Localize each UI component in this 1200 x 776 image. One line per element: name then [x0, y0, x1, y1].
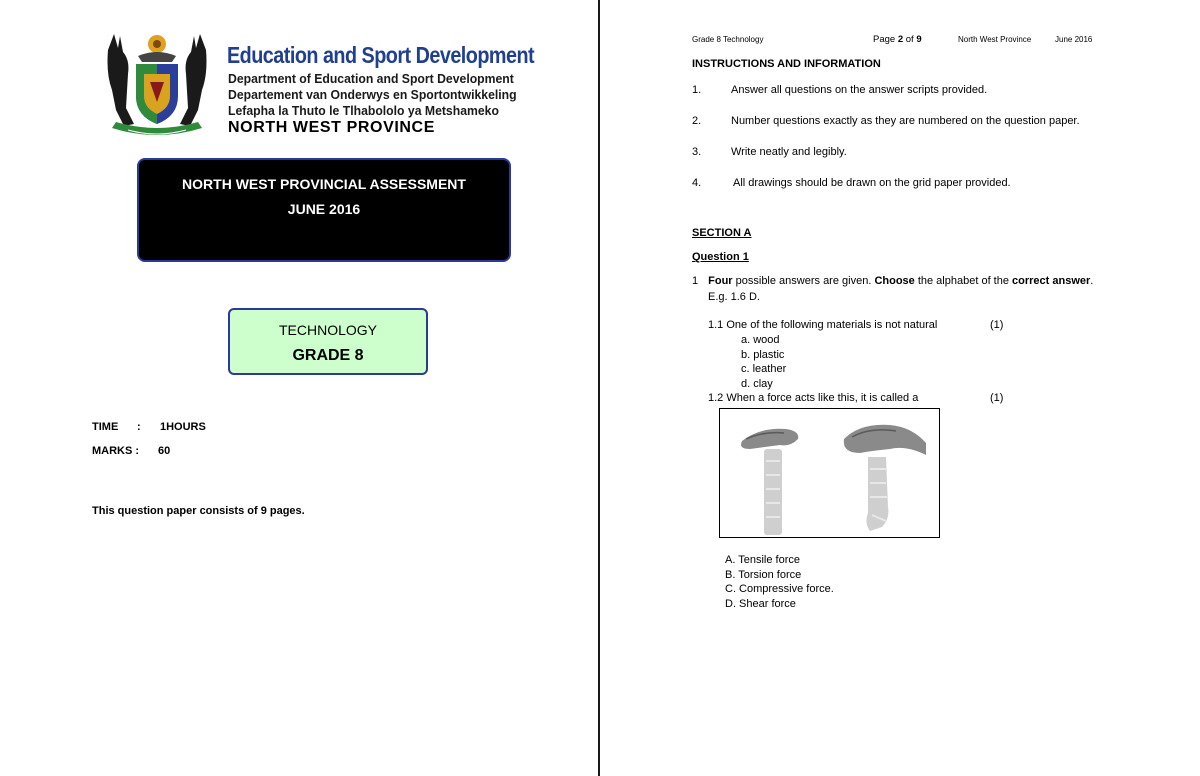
department-line-setswana: Lefapha la Thuto le Tlhabololo ya Metshameko: [228, 103, 499, 118]
pages-note: This question paper consists of 9 pages.: [92, 505, 305, 517]
answer-option: c. leather: [741, 363, 787, 375]
answer-option: D. Shear force: [725, 598, 796, 610]
question-1-2-marks: (1): [990, 392, 1004, 404]
department-title: Education and Sport Development: [227, 42, 535, 68]
instruction-number: 2.: [692, 115, 702, 127]
instructions-title: INSTRUCTIONS AND INFORMATION: [692, 58, 881, 70]
time-value: 1HOURS: [160, 421, 206, 433]
department-line-english: Department of Education and Sport Development: [228, 71, 514, 86]
subject-name: TECHNOLOGY: [278, 322, 377, 338]
question-1-intro: 1 Four possible answers are given. Choose the alphabet of the correct answer.: [692, 275, 1094, 287]
instruction-text: Write neatly and legibly.: [731, 146, 847, 158]
answer-option: B. Torsion force: [725, 569, 802, 581]
page-divider: [598, 0, 600, 776]
section-title: SECTION A: [692, 227, 752, 239]
answer-option: C. Compressive force.: [725, 583, 834, 595]
assessment-title-box: [137, 158, 511, 262]
coat-of-arms-logo: [98, 30, 216, 142]
question-title: Question 1: [692, 251, 749, 263]
instruction-text: All drawings should be drawn on the grid paper provided.: [733, 177, 1011, 189]
assessment-title: NORTH WEST PROVINCIAL ASSESSMENT: [182, 176, 466, 192]
subject-box: [228, 308, 428, 375]
header-province: North West Province: [958, 35, 1032, 44]
header-subject: Grade 8 Technology: [692, 35, 764, 44]
question-1-2-text: 1.2 When a force acts like this, it is called a: [708, 392, 919, 404]
department-line-afrikaans: Departement van Onderwys en Sportontwikkeling: [228, 87, 517, 102]
instruction-number: 1.: [692, 84, 702, 96]
assessment-date: JUNE 2016: [287, 201, 361, 217]
answer-option: A. Tensile force: [725, 554, 801, 566]
province-name: NORTH WEST PROVINCE: [228, 119, 435, 136]
answer-option: b. plastic: [741, 349, 785, 361]
question-1-1-marks: (1): [990, 319, 1004, 331]
time-label: TIME: [92, 421, 119, 433]
question-1-1-text: 1.1 One of the following materials is not natural: [708, 319, 938, 331]
instruction-text: Answer all questions on the answer scripts provided.: [731, 84, 988, 96]
answer-option: a. wood: [741, 334, 780, 346]
header-date: June 2016: [1055, 35, 1093, 44]
instruction-number: 3.: [692, 146, 702, 158]
marks-label: MARKS :: [92, 445, 140, 457]
subject-grade: GRADE 8: [292, 347, 364, 364]
time-separator: :: [137, 421, 141, 433]
question-1-example: E.g. 1.6 D.: [708, 291, 760, 303]
instruction-number: 4.: [692, 177, 702, 189]
instruction-text: Number questions exactly as they are numbered on the question paper.: [731, 115, 1080, 127]
answer-option: d. clay: [741, 378, 773, 390]
marks-value: 60: [158, 445, 171, 457]
header-page-number: Page 2 of 9: [873, 34, 922, 45]
force-illustration: [719, 408, 940, 538]
